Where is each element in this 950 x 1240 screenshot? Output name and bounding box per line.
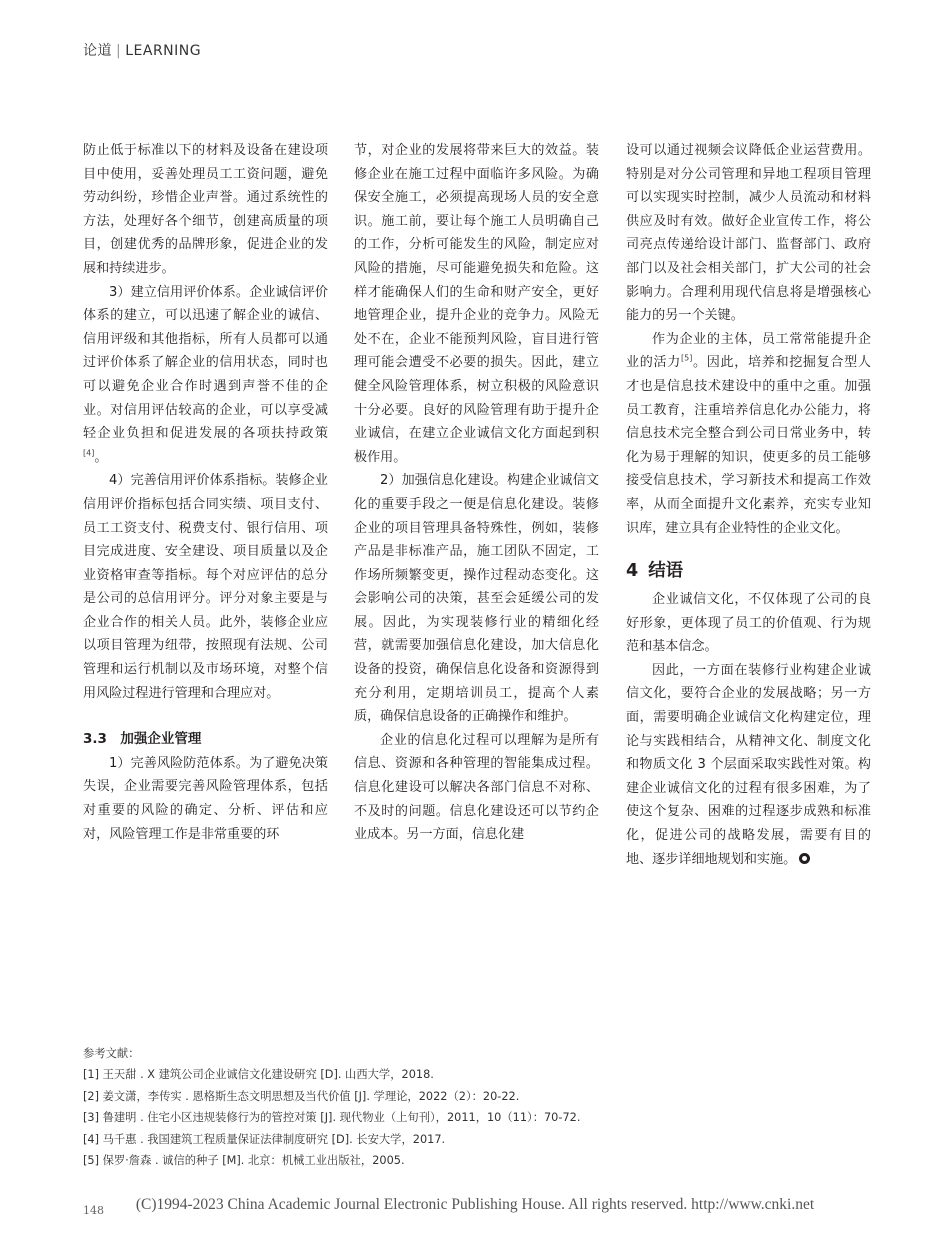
citation-5: [5] [680, 353, 693, 363]
col2-paragraph-3: 企业的信息化过程可以理解为是所有信息、资源和各种管理的智能集成过程。信息化建设可以解决各部门信息不对称、不及时的问题。信息化建设还可以节约企业成本。另一方面，信息化建 [354, 732, 599, 843]
header-column: LEARNING [125, 43, 202, 59]
col2-paragraph-2: 2）加强信息化建设。构建企业诚信文化的重要手段之一便是信息化建设。装修企业的项目管理具备特殊性，例如，装修产品是非标准产品，施工团队不固定，工作场所频繁变更，操作过程动态变化。这会影响公司的决策，甚至会延缓公司的发展。因此，为实现装修行业的精细化经营，就需要加强信息化建设，加大信息化设备的投资，确保信息化设备和资源得到充分利用，定期培训员工，提高个人素质，确保信息设备的正确操作和维护。 [354, 473, 599, 725]
col2-paragraph-1: 节，对企业的发展将带来巨大的效益。装修企业在施工过程中面临许多风险。为确保安全施工，必须提高现场人员的安全意识。施工前，要让每个施工人员明确自己的工作，分析可能发生的风险，制定应对风险的措施，尽可能避免损失和危险。这样才能确保人们的生命和财产安全，更好地管理企业，提升企业的竞争力。风险无处不在，企业不能预判风险，盲目进行管理可能会遭受不必要的损失。因此，建立健全风险管理体系，树立积极的风险意识十分必要。良好的风险管理有助于提升企业诚信，在建立企业诚信文化方面起到积极作用。 [354, 143, 599, 465]
header-separator: | [116, 43, 122, 59]
article-end-icon [799, 853, 810, 864]
references-title: 参考文献： [83, 1047, 140, 1060]
col1-paragraph-4: 1）完善风险防范体系。为了避免决策失误，企业需要完善风险管理体系，包括对重要的风险的确定、分析、评估和应对，风险管理工作是非常重要的环 [83, 755, 328, 842]
reference-item: [3] 鲁建明 . 住宅小区违规装修行为的管控对策 [J]. 现代物业（上旬刊），2011，10（11）：70-72. [83, 1111, 581, 1125]
col1-paragraph-2: 3）建立信用评价体系。企业诚信评价体系的建立，可以迅速了解企业的诚信、信用评级和其他指标，所有人员都可以通过评价体系了解企业的信用状态，同时也可以避免企业合作时遇到声誉不佳的企业。对信用评估较高的企业，可以享受减轻企业负担和促进发展的各项扶持政策[4]。 [83, 284, 328, 465]
col1-paragraph-1: 防止低于标准以下的材料及设备在建设项目中使用，妥善处理员工工资问题，避免劳动纠纷，珍惜企业声誉。通过系统性的方法，处理好各个细节，创建高质量的项目，创建优秀的品牌形象，促进企业的发展和持续进步。 [83, 143, 328, 276]
section-heading-4: 4 结语 [626, 561, 684, 582]
citation-4: [4] [83, 448, 95, 458]
running-header [83, 40, 201, 60]
reference-item: [4] 马千惠 . 我国建筑工程质量保证法律制度研究 [D]. 长安大学，2017. [83, 1132, 446, 1146]
reference-item: [2] 姜文潇，李传实 . 恩格斯生态文明思想及当代价值 [J]. 学理论，2022（2）：20-22. [83, 1089, 520, 1103]
column-1 [83, 139, 328, 846]
col1-paragraph-3: 4）完善信用评价体系指标。装修企业信用评价指标包括合同实绩、项目支付、员工工资支付、税费支付、银行信用、项目完成进度、安全建设、项目质量以及企业资格审查等指标。每个对应评估的总分是公司的总信用评分。评分对象主要是与企业合作的相关人员。此外，装修企业应以项目管理为纽带，按照现有法规、公司管理和运行机制以及市场环境，对整个信用风险过程进行管理和合理应对。 [83, 473, 328, 701]
column-2 [354, 139, 599, 847]
references-section [83, 1043, 863, 1171]
copyright-footer: (C)1994-2023 China Academic Journal Electronic Publishing House. All rights reserved. http://www.cnki.net [135, 1196, 815, 1213]
column-3 [626, 139, 871, 871]
header-section: 论道 [83, 43, 112, 59]
col3-paragraph-4: 因此，一方面在装修行业构建企业诚信文化，要符合企业的发展战略；另一方面，需要明确企业诚信文化构建定位，理论与实践相结合，从精神文化、制度文化和物质文化 3 个层面采取实践性对策。构建企业诚信文化的过程有很多困难，为了使这个复杂、困难的过程逐步成熟和标准化，促进公司的战略发展，需要有目的地、逐步详细地规划和实施。 [626, 662, 871, 867]
section-heading-3-3: 3.3 加强企业管理 [83, 731, 202, 748]
col3-paragraph-1: 设可以通过视频会议降低企业运营费用。特别是对分公司管理和异地工程项目管理可以实现实时控制，减少人员流动和材料供应及时有效。做好企业宣传工作，将公司亮点传递给设计部门、监督部门、政府部门以及社会相关部门，扩大公司的社会影响力。合理利用现代信息将是增强核心能力的另一个关键。 [626, 143, 871, 324]
reference-item: [1] 王天甜 . X 建筑公司企业诚信文化建设研究 [D]. 山西大学，2018. [83, 1068, 434, 1082]
col3-paragraph-2: 作为企业的主体，员工常常能提升企业的活力[5]。因此，培养和挖掘复合型人才也是信息技术建设中的重中之重。加强员工教育，注重培养信息化办公能力，将信息技术完全整合到公司日常业务中，转化为易于理解的知识，使更多的员工能够接受信息技术，学习新技术和提高工作效率，从而全面提升文化素养，充实专业知识库，建立具有企业特性的企业文化。 [626, 331, 872, 536]
page-number: 148 [83, 1204, 104, 1217]
col3-paragraph-3: 企业诚信文化，不仅体现了公司的良好形象，更体现了员工的价值观、行为规范和基本信念。 [626, 592, 871, 655]
reference-item: [5] 保罗·詹森 . 诚信的种子 [M]. 北京：机械工业出版社，2005. [83, 1154, 405, 1168]
